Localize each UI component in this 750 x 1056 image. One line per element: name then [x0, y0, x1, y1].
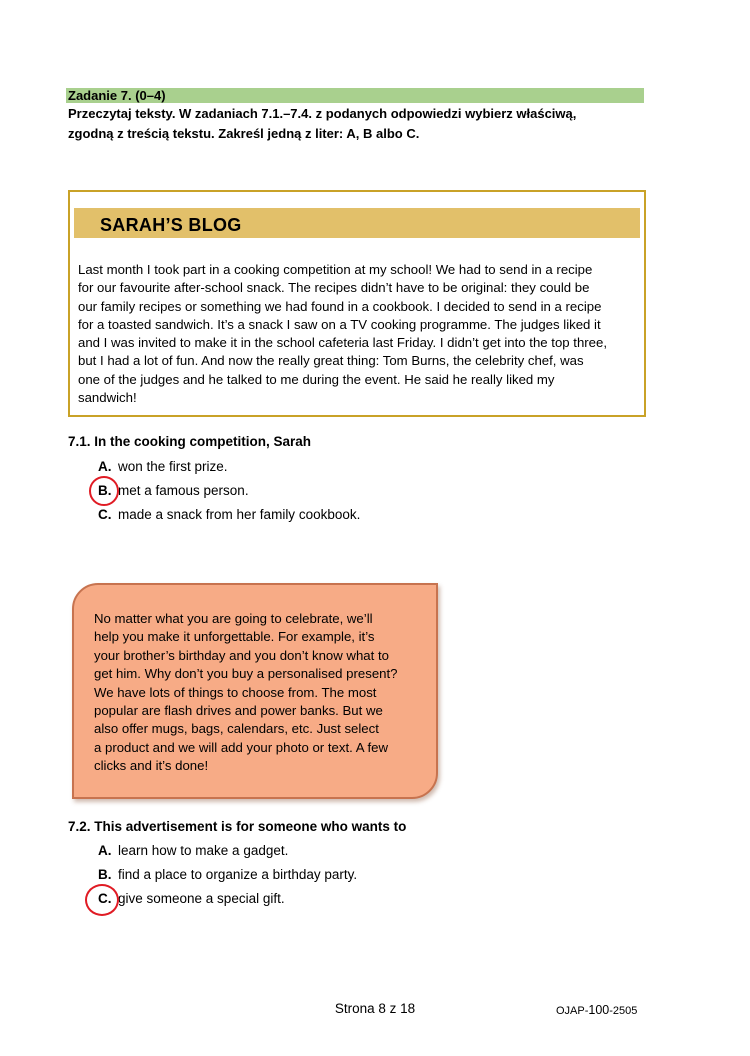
instructions-line: zgodną z treścią tekstu. Zakreśl jedną z liter: A, B albo C. [68, 126, 420, 141]
ad-line: We have lots of things to choose from. The most [94, 684, 377, 700]
q1-option-a[interactable] [98, 459, 228, 474]
blog-line: and I was invited to make it in the school cafeteria last Friday. I didn’t get into the top three, [78, 335, 608, 351]
q2-option-b[interactable] [98, 867, 357, 882]
option-letter: C. [98, 507, 112, 522]
answer-circle-mark [85, 884, 119, 916]
ad-line: No matter what you are going to celebrate, we’ll [94, 611, 373, 626]
option-text: give someone a special gift. [118, 891, 285, 906]
q1-option-c[interactable] [98, 507, 360, 522]
blog-box [68, 190, 646, 417]
blog-line: sandwich! [78, 390, 137, 406]
exam-code [556, 1003, 637, 1017]
ad-line: a product and we will add your photo or text. A few [94, 739, 388, 755]
option-letter: A. [98, 843, 112, 858]
option-text: made a snack from her family cookbook. [118, 507, 361, 522]
blog-line: but I had a lot of fun. And now the really great thing: Tom Burns, the celebrity chef, was [78, 353, 584, 369]
blog-title-bar [74, 208, 640, 238]
ad-line: your brother’s birthday and you don’t know what to [94, 647, 389, 663]
q2-option-a[interactable] [98, 843, 288, 858]
option-text: learn how to make a gadget. [118, 843, 289, 858]
option-letter: C. [98, 891, 112, 906]
option-letter: B. [98, 483, 112, 498]
option-text: won the first prize. [118, 459, 228, 474]
ad-line: popular are flash drives and power banks. But we [94, 703, 383, 719]
ad-line: get him. Why don’t you buy a personalised present? [94, 666, 398, 682]
ad-text [94, 610, 424, 776]
blog-title: SARAH’S BLOG [100, 215, 242, 235]
task-instructions [68, 104, 648, 144]
q1-option-b[interactable] [98, 483, 249, 498]
option-letter: A. [98, 459, 112, 474]
ad-line: also offer mugs, bags, calendars, etc. Just select [94, 721, 379, 737]
option-text: find a place to organize a birthday party. [118, 867, 358, 882]
ad-line: help you make it unforgettable. For example, it’s [94, 629, 375, 645]
ad-line: clicks and it’s done! [94, 758, 209, 774]
blog-line: for our favourite after-school snack. The recipes didn’t have to be original: they could be [78, 280, 590, 296]
exam-code-suffix: -2505 [609, 1005, 638, 1017]
exam-code-main: 100 [588, 1003, 610, 1017]
blog-line: one of the judges and he talked to me during the event. He said he really liked my [78, 371, 555, 387]
instructions-line: Przeczytaj teksty. W zadaniach 7.1.–7.4. z podanych odpowiedzi wybierz właściwą, [68, 106, 577, 121]
page-number: Strona 8 z 18 [334, 1001, 416, 1016]
option-text: met a famous person. [118, 483, 249, 498]
answer-circle-mark [89, 476, 119, 506]
option-letter: B. [98, 867, 112, 882]
q2-option-c[interactable] [98, 891, 285, 906]
exam-code-prefix: OJAP- [556, 1005, 589, 1017]
blog-line: Last month I took part in a cooking competition at my school! We had to send in a recipe [78, 262, 593, 277]
task-header: Zadanie 7. (0–4) [66, 88, 644, 103]
blog-text [78, 261, 638, 407]
blog-line: for a toasted sandwich. It’s a snack I saw on a TV cooking programme. The judges liked it [78, 316, 601, 332]
question-7-1: 7.1. In the cooking competition, Sarah [68, 434, 312, 449]
advertisement-box [72, 583, 438, 799]
question-7-2: 7.2. This advertisement is for someone who wants to [68, 819, 407, 834]
blog-line: our family recipes or something we had found in a cookbook. I decided to send in a recipe [78, 298, 602, 314]
